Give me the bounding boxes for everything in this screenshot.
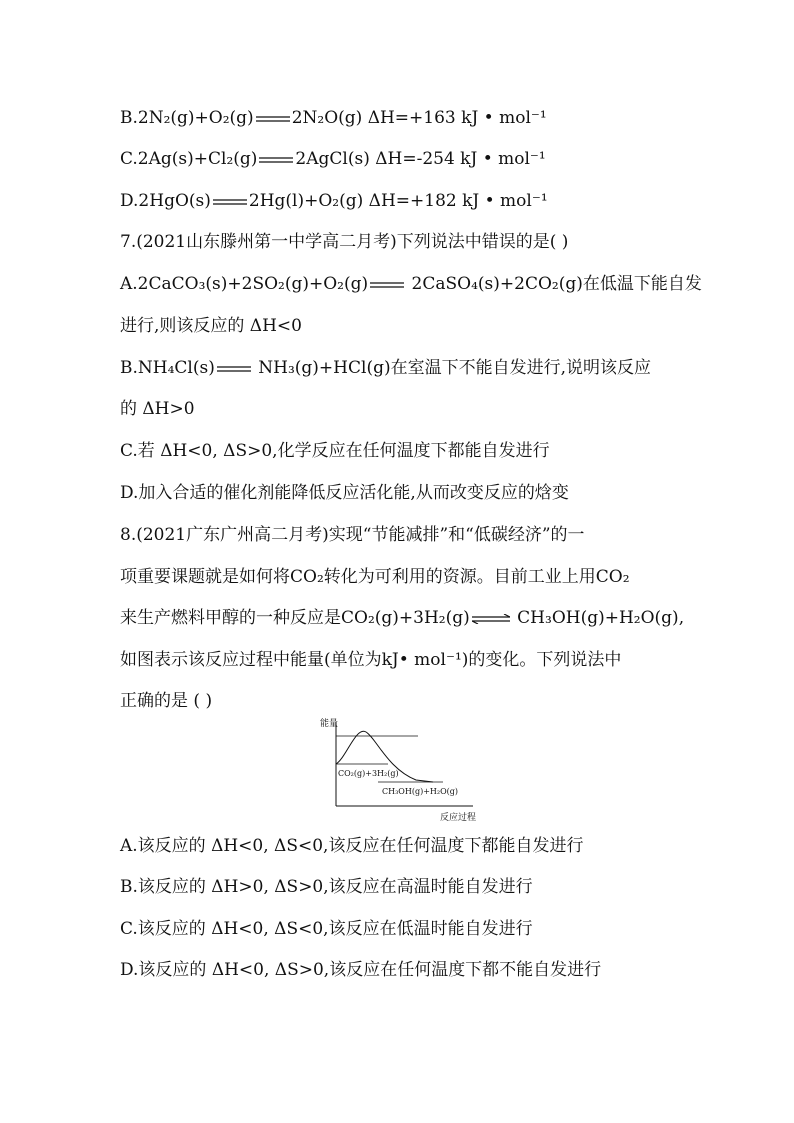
- reversible-arrow-icon: [472, 614, 510, 624]
- question-8-stem-line2: 项重要课题就是如何将CO₂转化为可利用的资源。目前工业上用CO₂: [120, 567, 630, 587]
- option-c-equation: C.2Ag(s)+Cl₂(g) 2AgCl(s) ΔH=-254 kJ • mol⁻¹: [120, 149, 546, 169]
- option-d-equation: D.2HgO(s) 2Hg(l)+O₂(g) ΔH=+182 kJ • mol⁻¹: [120, 191, 548, 211]
- question-8-stem-line5: 正确的是 ( ): [120, 691, 213, 711]
- question-8-option-c: C.该反应的 ΔH<0, ΔS<0,该反应在低温时能自发进行: [120, 919, 533, 939]
- equals-arrow-icon: [256, 115, 290, 123]
- question-7-option-c: C.若 ΔH<0, ΔS>0,化学反应在任何温度下都能自发进行: [120, 441, 550, 461]
- question-8-option-a: A.该反应的 ΔH<0, ΔS<0,该反应在任何温度下都能自发进行: [120, 836, 584, 856]
- question-7-option-a-line2: 进行,则该反应的 ΔH<0: [120, 316, 302, 336]
- question-8-option-d: D.该反应的 ΔH<0, ΔS>0,该反应在任何温度下都不能自发进行: [120, 960, 602, 980]
- question-7-option-b-line1: B.NH₄Cl(s) NH₃(g)+HCl(g)在室温下不能自发进行,说明该反应: [120, 358, 651, 378]
- equals-arrow-icon: [217, 365, 251, 373]
- equals-arrow-icon: [370, 281, 404, 289]
- energy-profile-diagram: [318, 714, 478, 824]
- y-axis-label: 能量: [320, 719, 339, 729]
- question-8-option-b: B.该反应的 ΔH>0, ΔS>0,该反应在高温时能自发进行: [120, 877, 533, 897]
- question-8-stem-line1: 8.(2021广东广州高二月考)实现“节能减排”和“低碳经济”的一: [120, 525, 585, 545]
- x-axis-label: 反应过程: [440, 813, 477, 823]
- question-7-stem: 7.(2021山东滕州第一中学高二月考)下列说法中错误的是( ): [120, 232, 569, 252]
- reactants-label: CO₂(g)+3H₂(g): [338, 769, 399, 778]
- question-7-option-b-line2: 的 ΔH>0: [120, 399, 195, 419]
- option-b-equation: B.2N₂(g)+O₂(g) 2N₂O(g) ΔH=+163 kJ • mol⁻¹: [120, 108, 547, 128]
- equals-arrow-icon: [213, 198, 247, 206]
- equals-arrow-icon: [259, 156, 293, 164]
- question-7-option-d: D.加入合适的催化剂能降低反应活化能,从而改变反应的焓变: [120, 483, 569, 503]
- products-label: CH₃OH(g)+H₂O(g): [382, 787, 459, 796]
- question-8-stem-line4: 如图表示该反应过程中能量(单位为kJ• mol⁻¹)的变化。下列说法中: [120, 650, 622, 670]
- question-7-option-a-line1: A.2CaCO₃(s)+2SO₂(g)+O₂(g) 2CaSO₄(s)+2CO₂(g)在低温下能自发: [120, 274, 702, 294]
- question-8-stem-line3: 来生产燃料甲醇的一种反应是CO₂(g)+3H₂(g) CH₃OH(g)+H₂O(g),: [120, 608, 685, 628]
